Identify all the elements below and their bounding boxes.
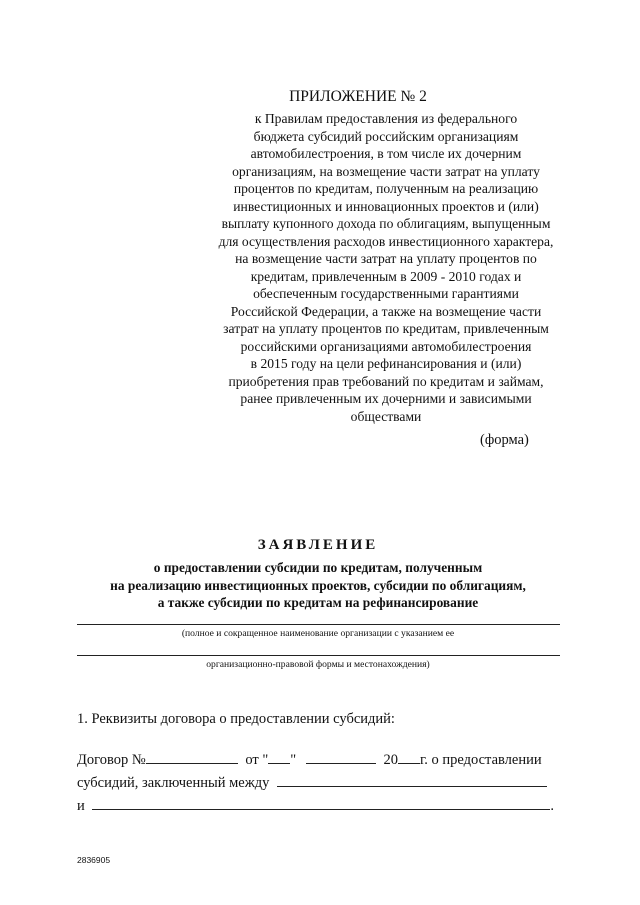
from-label: от " xyxy=(245,752,269,768)
annex-body xyxy=(180,110,592,425)
annex-line: процентов по кредитам, полученным на реализацию xyxy=(233,181,539,196)
annex-line: организациям, на возмещение части затрат на уплату xyxy=(232,163,540,179)
annex-line: приобретения прав требований по кредитам и займам, xyxy=(228,373,544,389)
year-prefix: 20 xyxy=(383,752,398,768)
contract-label: Договор № xyxy=(77,752,146,768)
concluded-line xyxy=(77,773,561,792)
concluded-label: субсидий, заключенный между xyxy=(77,775,270,791)
annex-line: к Правилам предоставления из федерального xyxy=(254,111,518,126)
contract-month-field[interactable] xyxy=(306,750,376,764)
declaration-subtitle-line: о предоставлении субсидии по кредитам, полученным xyxy=(153,560,483,575)
annex-line: затрат на уплату процентов по кредитам, привлеченным xyxy=(223,321,549,336)
party-one-field[interactable] xyxy=(277,773,547,787)
annex-line: выплату купонного дохода по облигациям, выпущенным xyxy=(221,216,551,231)
contract-line xyxy=(77,750,561,769)
year-suffix: г. о предоставлении xyxy=(419,752,542,768)
annex-line: кредитам, привлеченным в 2009 - 2010 годах и xyxy=(250,268,522,284)
annex-line: российскими организациями автомобилестроения xyxy=(240,338,532,354)
annex-title: ПРИЛОЖЕНИЕ № 2 xyxy=(289,88,427,105)
annex-line: автомобилестроения, в том числе их дочерним xyxy=(250,146,522,161)
declaration-subtitle xyxy=(0,559,636,612)
organization-name-caption: (полное и сокращенное наименование организации с указанием ее xyxy=(181,628,455,639)
form-label: (форма) xyxy=(480,432,529,448)
annex-line: ранее привлеченным их дочерними и зависимыми xyxy=(240,391,532,406)
annex-line: на возмещение части затрат на уплату процентов по xyxy=(235,251,537,266)
annex-line: инвестиционных и инновационных проектов и (или) xyxy=(233,198,539,214)
quote-close: " xyxy=(290,752,297,768)
annex-line: для осуществления расходов инвестиционного характера, xyxy=(218,233,554,249)
annex-line: обеспеченным государственными гарантиями xyxy=(253,286,519,301)
end-period: . xyxy=(550,798,555,814)
contract-year-field[interactable] xyxy=(398,750,420,764)
document-number: 2836905 xyxy=(77,855,111,865)
declaration-subtitle-line: а также субсидии по кредитам на рефинансирование xyxy=(157,595,479,610)
organization-form-caption: организационно-правовой формы и местонахождения) xyxy=(206,659,430,670)
declaration-title: ЗАЯВЛЕНИЕ xyxy=(257,537,379,553)
and-label: и xyxy=(77,798,85,814)
annex-line: Российской Федерации, а также на возмещение части xyxy=(230,303,542,319)
organization-name-field[interactable] xyxy=(77,624,560,625)
declaration-subtitle-line: на реализацию инвестиционных проектов, субсидии по облигациям, xyxy=(110,577,526,593)
and-line xyxy=(77,796,561,815)
annex-line: в 2015 году на цели рефинансирования и (или) xyxy=(250,356,522,371)
contract-number-field[interactable] xyxy=(146,750,238,764)
party-two-field[interactable] xyxy=(92,796,550,810)
annex-line: бюджета субсидий российским организациям xyxy=(253,128,519,144)
organization-form-field[interactable] xyxy=(77,655,560,656)
contract-day-field[interactable] xyxy=(268,750,290,764)
annex-line: обществами xyxy=(350,408,422,424)
section1-heading: 1. Реквизиты договора о предоставлении субсидий: xyxy=(77,711,395,727)
